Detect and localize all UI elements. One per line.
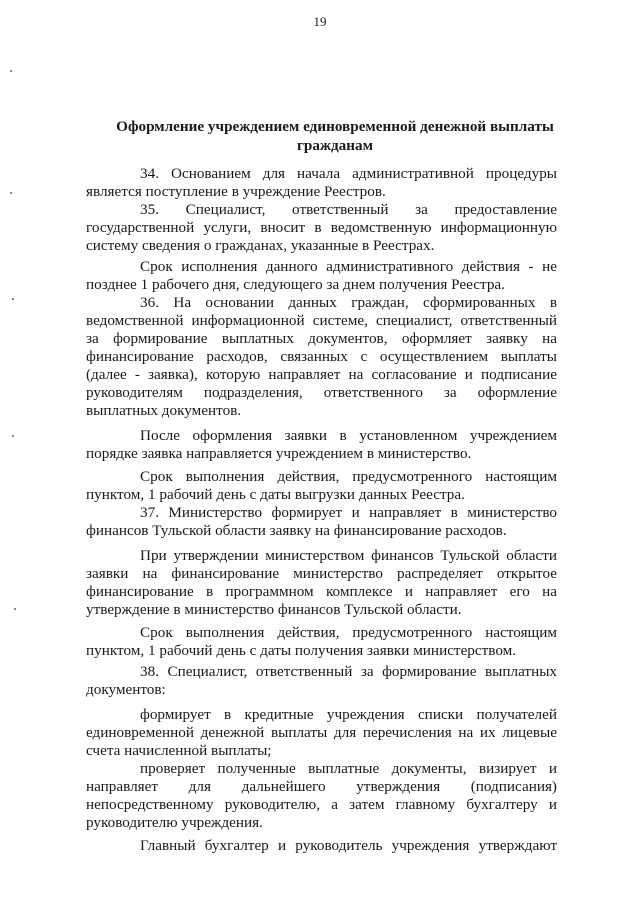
section-title [110,117,560,155]
paragraph-line: утверждение в министерство финансов Тульской области. [86,601,462,618]
paragraph-line: является поступление в учреждение Реестров. [86,183,386,200]
section-title-line: гражданам [297,137,373,154]
scan-speck [10,192,12,194]
paragraph-line: 36. На основании данных граждан, сформированных в [140,294,557,311]
paragraph-line: (далее - заявка), которую направляет на согласование и подписание [86,366,557,383]
paragraph-line: финансирование в программном комплексе и направляет его на [86,583,557,600]
paragraph-line: Срок исполнения данного административного действия - не [140,258,557,275]
paragraph-line: непосредственному руководителю, а затем главному бухгалтеру и [86,796,557,813]
paragraph-line: финансирование расходов, связанных с осуществлением выплаты [86,348,557,365]
paragraph-line: выплатных документов. [86,402,242,419]
paragraph-line: После оформления заявки в установленном учреждением [140,427,557,444]
paragraph-line: единовременной денежной выплаты для перечисления на их лицевые [86,724,557,741]
paragraph-line: проверяет полученные выплатные документы, визирует и [140,760,557,777]
section-title-line: Оформление учреждением единовременной денежной выплаты [116,118,554,135]
paragraph-line: 34. Основанием для начала административной процедуры [140,165,557,182]
paragraph-line: 35. Специалист, ответственный за предоставление [140,201,557,218]
paragraph-line: порядке заявка направляется учреждением в министерство. [86,445,472,462]
paragraph-line: заявки на финансирование министерство распределяет открытое [86,565,557,582]
page-number: 19 [313,14,327,29]
paragraph-line: позднее 1 рабочего дня, следующего за днем получения Реестра. [86,276,505,293]
paragraph-line: Срок выполнения действия, предусмотренного настоящим [140,624,557,641]
paragraph-line: систему сведения о гражданах, указанные в Реестрах. [86,237,435,254]
paragraph-line: за формирование выплатных документов, оформляет заявку на [86,330,557,347]
paragraph-line: руководителям подразделения, ответственного за оформление [86,384,557,401]
paragraph-line: При утверждении министерством финансов Тульской области [140,547,557,564]
paragraph-line: Срок выполнения действия, предусмотренного настоящим [140,468,557,485]
paragraph-line: пунктом, 1 рабочий день с даты получения заявки министерством. [86,642,517,659]
paragraph-line: счета начисленной выплаты; [86,742,272,759]
scan-speck [14,608,16,610]
paragraph-line: финансов Тульской области заявку на финансирование расходов. [86,522,507,539]
paragraph-line: руководителю учреждения. [86,814,263,831]
paragraph-line: 37. Министерство формирует и направляет в министерство [140,504,557,521]
paragraph-line: направляет для дальнейшего утверждения (подписания) [86,778,557,795]
paragraph-line: ведомственной информационной системе, специалист, ответственный [86,312,557,329]
scan-speck [10,70,12,72]
scan-speck [12,435,14,437]
paragraph-line: Главный бухгалтер и руководитель учреждения утверждают [140,837,557,854]
paragraph-line: 38. Специалист, ответственный за формирование выплатных [140,663,557,680]
paragraph-line: государственной услуги, вносит в ведомственную информационную [86,219,557,236]
scan-speck [12,298,14,300]
paragraph-line: формирует в кредитные учреждения списки получателей [140,706,557,723]
paragraph-line: пунктом, 1 рабочий день с даты выгрузки данных Реестра. [86,486,465,503]
paragraph-line: документов: [86,681,166,698]
document-body [86,165,557,855]
